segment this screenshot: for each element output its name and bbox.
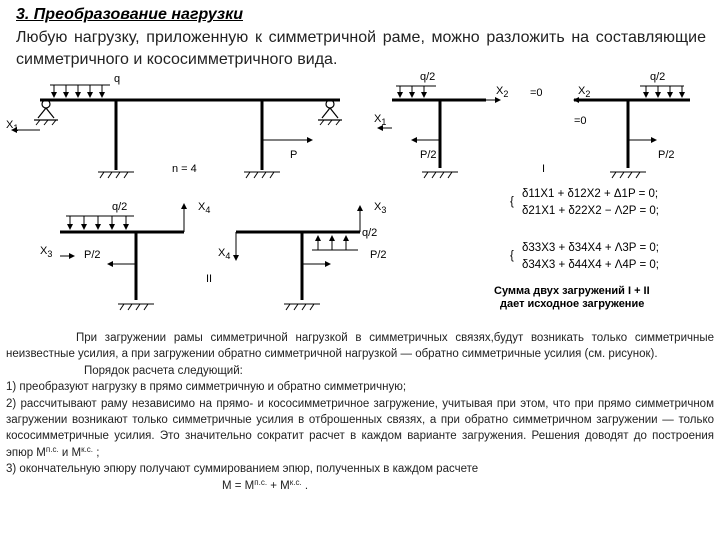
label-q2-a: q/2: [420, 71, 436, 83]
brace-2: {: [510, 250, 514, 262]
label-x1-sym: $X_1$: [374, 113, 387, 127]
label-q: q: [114, 73, 121, 85]
symmetric-frame-I: [378, 86, 690, 178]
brace-1: {: [510, 196, 514, 208]
label-q2-d: q/2: [362, 227, 378, 239]
label-x2-a: $X_2$: [496, 85, 509, 99]
equation-3: δ33X3 + δ34X4 + Λ3P = 0;: [522, 242, 659, 254]
label-x3-a: $X_3$: [40, 245, 53, 259]
step-3: 3) окончательную эпюру получают суммированием эпюр, полученных в каждом расчете: [6, 463, 479, 476]
label-eq0-b: =0: [574, 115, 587, 127]
caption-line-1: Сумма двух загружений I + II: [494, 285, 650, 297]
final-formula: $M = M^{п.с.} + M^{к.с.}$ .: [222, 477, 309, 492]
label-p2-b: P/2: [658, 149, 675, 161]
equation-4: δ34X3 + δ44X4 + Λ4P = 0;: [522, 259, 659, 271]
label-p: P: [290, 149, 298, 161]
label-n: n = 4: [172, 163, 197, 175]
label-q2-c: q/2: [112, 201, 128, 213]
label-roman-I: I: [542, 163, 546, 175]
label-q2-b: q/2: [650, 71, 666, 83]
paragraph-symmetric: При загружении рамы симметричной нагрузкой в симметричных связях,будут возникать только симметричные неизвестные усилия, а при загружении обратно симметричной нагрузкой — обратно симметричные усилия (см. рисунок).: [6, 332, 714, 361]
label-p2-d: P/2: [370, 249, 387, 261]
equation-1: δ11X1 + δ12X2 + Δ1P = 0;: [522, 188, 659, 200]
label-p2-a: P/2: [420, 149, 437, 161]
body-text: [6, 330, 714, 494]
label-x4-a: $X_4$: [198, 201, 211, 215]
step-2: 2) рассчитывают раму независимо на прямо- и кососимметричное загружение, учитывая при этом, что при прямо симметричном загружении возникают только симметричные усилия в отброшенных связях, а при обратно симметричном загружении — только кососимметричные усилия. Это значительно сократит расчет в каждом варианте загружения. Решения доводят до построения эпюр $M^{п.с.}$ и $M^{к.с.}$ ;: [6, 397, 714, 459]
label-eq0-a: =0: [530, 87, 543, 99]
label-roman-II: II: [206, 273, 213, 285]
caption-line-2: дает исходное загружение: [500, 298, 645, 310]
antisymmetric-frame-II: [60, 204, 360, 310]
label-x4-b: $X_4$: [218, 247, 231, 261]
paragraph-order: Порядок расчета следующий:: [84, 364, 243, 377]
slide-title: 3. Преобразование нагрузки: [16, 6, 243, 23]
step-1: 1) преобразуют нагрузку в прямо симметричную и обратно симметричную;: [6, 381, 407, 394]
label-p2-c: P/2: [84, 249, 101, 261]
equation-systems: [510, 188, 659, 271]
intro-text: Любую нагрузку, приложенную к симметричной раме, можно разложить на составляющие симметричного и кососимметричного вида.: [16, 29, 706, 68]
label-x2-b: $X_2$: [578, 85, 591, 99]
equation-2: δ21X1 + δ22X2 − Λ2P = 0;: [522, 205, 659, 217]
label-x1: $X_1$: [6, 119, 19, 133]
label-x3-b: $X_3$: [374, 201, 387, 215]
